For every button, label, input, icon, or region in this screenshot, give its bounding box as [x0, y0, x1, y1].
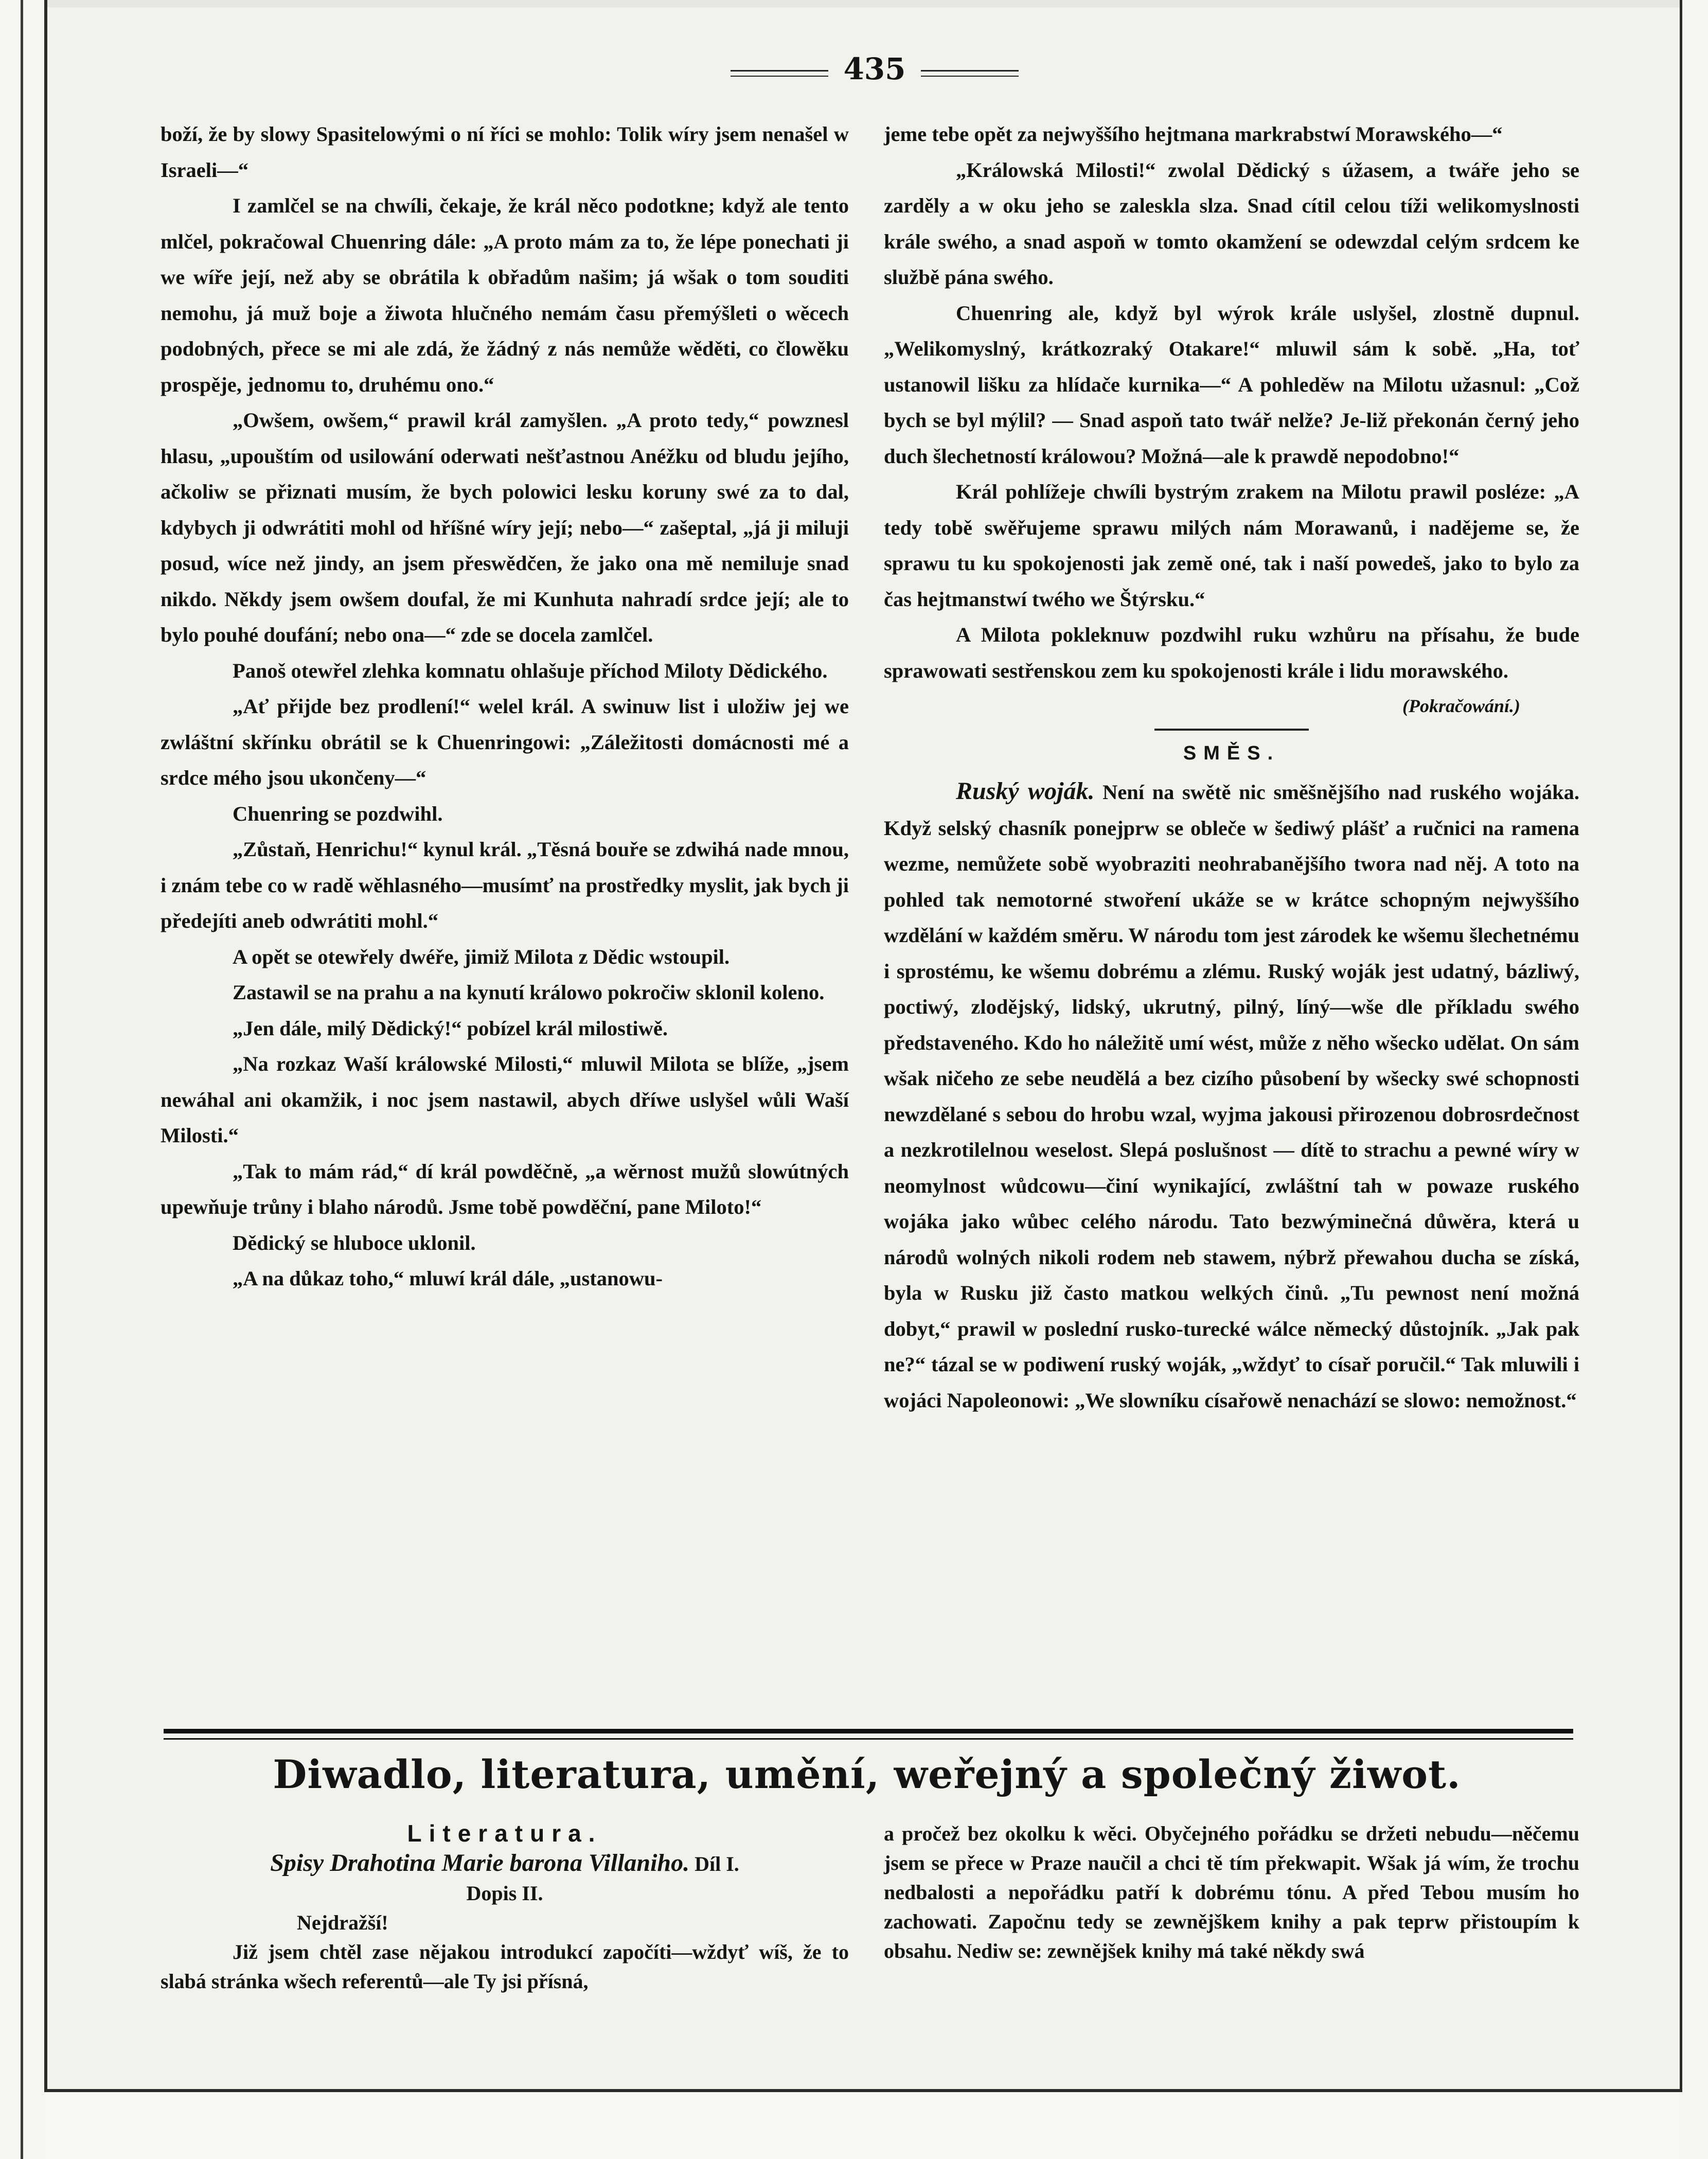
letter-number: Dopis II. — [466, 1882, 543, 1905]
paragraph: „A na důkaz toho,“ mluwí král dále, „ustanowu- — [233, 1267, 663, 1290]
rusky-vojak-article — [884, 773, 1579, 1418]
book-reference — [161, 1848, 849, 1879]
paragraph: A opět se otewřely dwéře, jimiž Milota z Dědic wstoupil. — [233, 945, 730, 968]
section-title: Diwadlo, literatura, umění, weřejný a společný žiwot. — [273, 1751, 1461, 1797]
page-header — [720, 51, 1029, 93]
paragraph: „Ať přijde bez prodlení!“ welel král. A swinuw list i uložiw jej we zwláštní skřínku obrátil se k Chuenringowi: „Záležitosti domácnosti mé a srdce mého jsou ukončeny—“ — [161, 695, 849, 789]
section-rule-thick — [164, 1729, 1573, 1733]
scan-binding-line — [21, 0, 23, 2159]
paragraph: boží, že by slowy Spasitelowými o ní říci se mohlo: Tolik wíry jsem nenašel w Israeli—“ — [161, 122, 849, 182]
section-rule-thin — [164, 1738, 1573, 1740]
paragraph: Zastawil se na prahu a na kynutí králowo pokročiw sklonil koleno. — [233, 981, 825, 1004]
paragraph: Dědický se hluboce uklonil. — [233, 1231, 476, 1254]
paragraph: a pročež bez okolku k wěci. Obyčejného pořádku se držeti nebudu—něčemu jsem se přece w Praze naučil a chci tě tím překwapit. Wšak já wím, že trochu nedbalosti a nepořádku patří k dobrému tónu. A před Tebou musím ho zachowati. Započnu tedy se zewnějškem knihy a pak teprw přistoupím k obsahu. Nediw se: zewnějšek knihy má také někdy swá — [884, 1822, 1579, 1962]
paragraph: „Zůstaň, Henrichu!“ kynul král. „Těsná bouře se zdwihá nade mnou, i znám tebe co w radě wěhlasného—musímť na prostředky myslit, jak bych ji předejíti aneb odwrátiti mohl.“ — [161, 838, 849, 932]
scan-top-edge — [44, 0, 1682, 7]
paragraph: „Tak to mám rád,“ dí král powděčně, „a wěrnost mužů slowútných upewňuje trůny i blaho národů. Jsme tobě powděční, pane Miloto!“ — [161, 1159, 849, 1218]
header-ornament-left — [731, 70, 828, 77]
smes-heading: SMĚS. — [1183, 742, 1280, 764]
scan-right-edge — [1680, 0, 1708, 2159]
paragraph: Již jsem chtěl zase nějakou introdukcí započíti—wždyť wíš, že to slabá stránka wšech referentů—ale Ty jsi přísná, — [161, 1940, 849, 1993]
section-divider — [1154, 729, 1309, 731]
bottom-right-column — [884, 1819, 1579, 1966]
book-part: Díl I. — [695, 1852, 739, 1875]
bottom-left-column — [161, 1819, 849, 1996]
continued-note: (Pokračowání.) — [1402, 696, 1520, 716]
paragraph: „Owšem, owšem,“ prawil král zamyšlen. „A proto tedy,“ powznesl hlasu, „upouštím od usilowání oderwati nešťastnou Anéžku od bludu jejího, ačkoliw se přiznati musím, že bych polowici lesku koruny swé za to dal, kdybych ji odwrátiti mohl od hříšné wíry její; nebo—“ zašeptal, „já ji miluji posud, wíce než jindy, an jsem přeswědčen, že jako ona mě nemiluje snad nikdo. Někdy jsem owšem doufal, že mi Kunhuta nahradí srdce její; ale to bylo pouhé doufání; nebo ona—“ zde se docela zamlčel. — [161, 409, 849, 646]
page-number: 435 — [843, 51, 906, 86]
header-ornament-right — [921, 70, 1019, 77]
paragraph: I zamlčel se na chwíli, čekaje, že král něco podotkne; když ale tento mlčel, pokračowal Chuenring dále: „A proto mám za to, že lépe ponechati ji we wíře její, než aby se obrátila k obřadům našim; já wšak o tom souditi nemohu, já muž boje a žiwota hlučného nemám času přemýšleti o wěcech podobných, přece se mi ale zdá, že žádný z nás nemůže wěděti, co člowěku prospěje, jednomu to, druhému ono.“ — [161, 194, 849, 396]
right-column — [884, 116, 1579, 1418]
paragraph: Chuenring se pozdwihl. — [233, 802, 443, 825]
paragraph: „Na rozkaz Waší králowské Milosti,“ mluwil Milota se blíže, „jsem newáhal ani okamžik, i noc jsem nastawil, abych dříwe uslyšel wůli Waší Milosti.“ — [161, 1052, 849, 1147]
book-title: Spisy Drahotina Marie barona Villaniho. — [270, 1849, 690, 1877]
paragraph: jeme tebe opět za nejwyššího hejtmana markrabstwí Morawského—“ — [884, 122, 1503, 146]
paragraph: Chuenring ale, když byl wýrok krále uslyšel, zlostně dupnul. „Welikomyslný, krátkozraký Otakare!“ mluwil sám k sobě. „Ha, toť ustanowil lišku za hlídače kurnika—“ A pohleděw na Milotu užasnul: „Což bych se byl mýlil? — Snad aspoň tato twář nelže? Je-liž překonán černý jeho duch šlechetností králowou? Možná—ale k prawdě nepodobno!“ — [884, 301, 1579, 468]
paragraph: A Milota pokleknuw pozdwihl ruku wzhůru na přísahu, že bude sprawowati sestřenskou zem ku spokojenosti krále i lidu morawského. — [884, 623, 1579, 682]
scan-bottom-edge — [44, 2089, 1682, 2159]
salutation: Nejdražší! — [297, 1911, 388, 1934]
article-title: Ruský woják. — [956, 777, 1095, 805]
paragraph: „Králowská Milosti!“ zwolal Dědický s úžasem, a twáře jeho se zarděly a w oku jeho se zaleskla slza. Snad cítil celou tíži welikomyslnosti krále swého, a snad aspoň w tomto okamžení se odewzdal celým srdcem ke službě pána swého. — [884, 158, 1579, 289]
paragraph: Král pohlížeje chwíli bystrým zrakem na Milotu prawil posléze: „A tedy tobě swěřujeme sprawu milých nám Morawanů, i nadějeme se, že sprawu tu ku spokojenosti jak země oné, tak i naší powedeš, jako to bylo za čas hejtmanstwí twého we Štýrsku.“ — [884, 480, 1579, 611]
scan-left-edge — [0, 0, 47, 2159]
literatura-heading: Literatura. — [407, 1820, 602, 1847]
paragraph: „Jen dále, milý Dědický!“ pobízel král milostiwě. — [233, 1016, 668, 1040]
paragraph: Panoš otewřel zlehka komnatu ohlašuje příchod Miloty Dědického. — [233, 659, 828, 682]
article-text: Není na swětě nic směšnějšího nad ruského wojáka. Když selský chasník ponejprw se obleče w šediwý plášť a ručnici na ramena wezme, nemůžete sobě wyobraziti neohrabanějšího twora nad něj. A toto na pohled tak nemotorné stwoření ukáže se w krátce schopným nejwyššího wzdělání w každém směru. W národu tom jest zárodek ke wšemu šlechetnému i sprostému, ke wšemu dobrému a zlému. Ruský woják jest udatný, bázliwý, poctiwý, zlodějský, lidský, ukrutný, pilný, líný—wše dle příkladu swého představeného. Kdo ho náležitě umí wést, může z něho wšecko udělat. On sám wšak ničeho ze sebe neudělá a bez cizího působení by wšecky swé schopnosti newzdělané s sebou do hrobu wzal, wyjma jakousi přirozenou dobrosrdečnost a nezkrotilelnou weselost. Slepá poslušnost — dítě to strachu a pewné wíry w neomylnost wůdcowu—činí wynikající, zwláštní tah w powaze ruského wojáka jako wůbec celého národu. Tato bezwýminečná důwěra, která u národů wolných nikoli rodem neb stawem, nýbrž přewahou ducha se získá, byla w Rusku již často matkou welkých činů. „Tu pewnost není možná dobyt,“ prawil w poslední rusko-turecké wálce německý důstojník. „Jak pak ne?“ tázal se w podiwení ruský woják, „wždyť to císař poručil.“ Tak mluwili i wojáci Napoleonowi: „We slowníku císařowě nenachází se slowo: nemožnost.“ — [884, 781, 1580, 1412]
left-column — [161, 116, 849, 1297]
